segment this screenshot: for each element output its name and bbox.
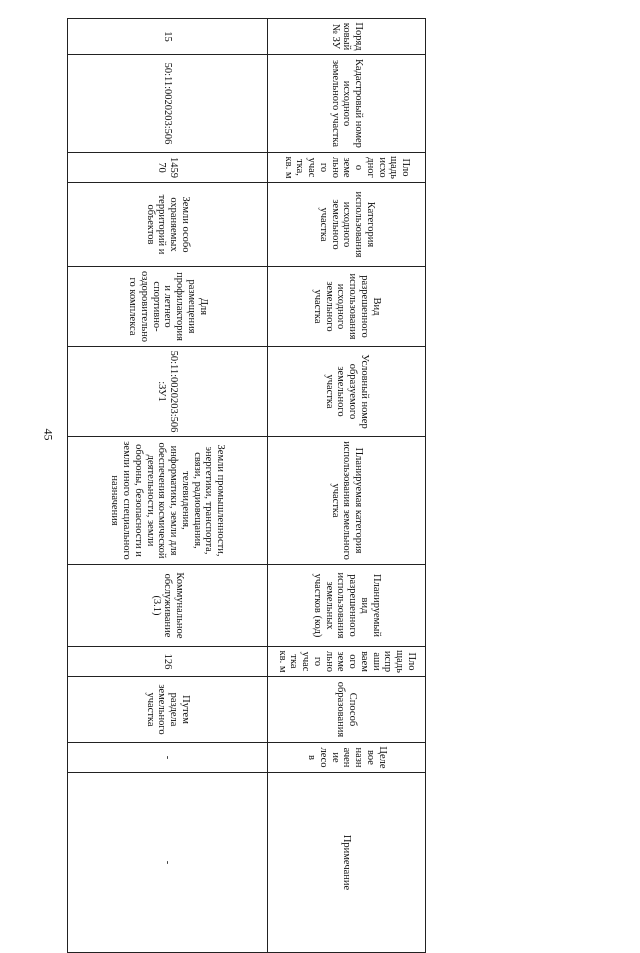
header-cell: Площадь исходного земельного участка, кв. м <box>268 153 426 183</box>
table-cell: 15 <box>68 19 268 55</box>
header-cell: Вид разрешенного использования исходного земельного участка <box>268 267 426 347</box>
table-cell: Путем раздела земельного участка <box>68 677 268 743</box>
table-header-row <box>268 19 426 953</box>
table-cell: 126 <box>68 647 268 677</box>
header-cell: Способ образования <box>268 677 426 743</box>
table-cell: - <box>68 743 268 773</box>
table-cell: 50:11:0020203:506 <box>68 55 268 153</box>
header-cell: Планируемый вид разрешенного использования земельных участков (код) <box>268 565 426 647</box>
table-cell: 145970 <box>68 153 268 183</box>
table-cell: 50:11:0020203:506:ЗУ1 <box>68 347 268 437</box>
header-cell: Условный номер образуемого земельного участка <box>268 347 426 437</box>
table-cell: Земли особо охраняемых территорий и объектов <box>68 183 268 267</box>
header-cell: Планируемая категория использования земельного участка <box>268 437 426 565</box>
header-cell: Кадастровый номер исходного земельного участка <box>268 55 426 153</box>
header-cell: Площадь испрашиваемого земельного участка кв. м <box>268 647 426 677</box>
header-cell: Категория использования исходного земельного участка <box>268 183 426 267</box>
table-cell: Для размещения профилактория и летнего спортивно-оздоровительного комплекса <box>68 267 268 347</box>
header-cell: Примечание <box>268 773 426 953</box>
table-cell: Земли промышленности, энергетики, транспорта, связи, радиовещания, телевидения, информатики, земли для обеспечения космической деятельности, земли обороны, безопасности и земли иного специального назначения <box>68 437 268 565</box>
header-cell: Целевое назначение лесов <box>268 743 426 773</box>
table-row <box>68 19 268 953</box>
land-plot-table <box>67 18 426 953</box>
rotated-table-container <box>68 18 426 891</box>
header-cell: Порядковый № ЗУ <box>268 19 426 55</box>
table-cell: Коммунальное обслуживание (3.1) <box>68 565 268 647</box>
rotated-table-wrapper <box>68 18 426 891</box>
page-number: 45 <box>41 428 56 441</box>
table-cell: - <box>68 773 268 953</box>
